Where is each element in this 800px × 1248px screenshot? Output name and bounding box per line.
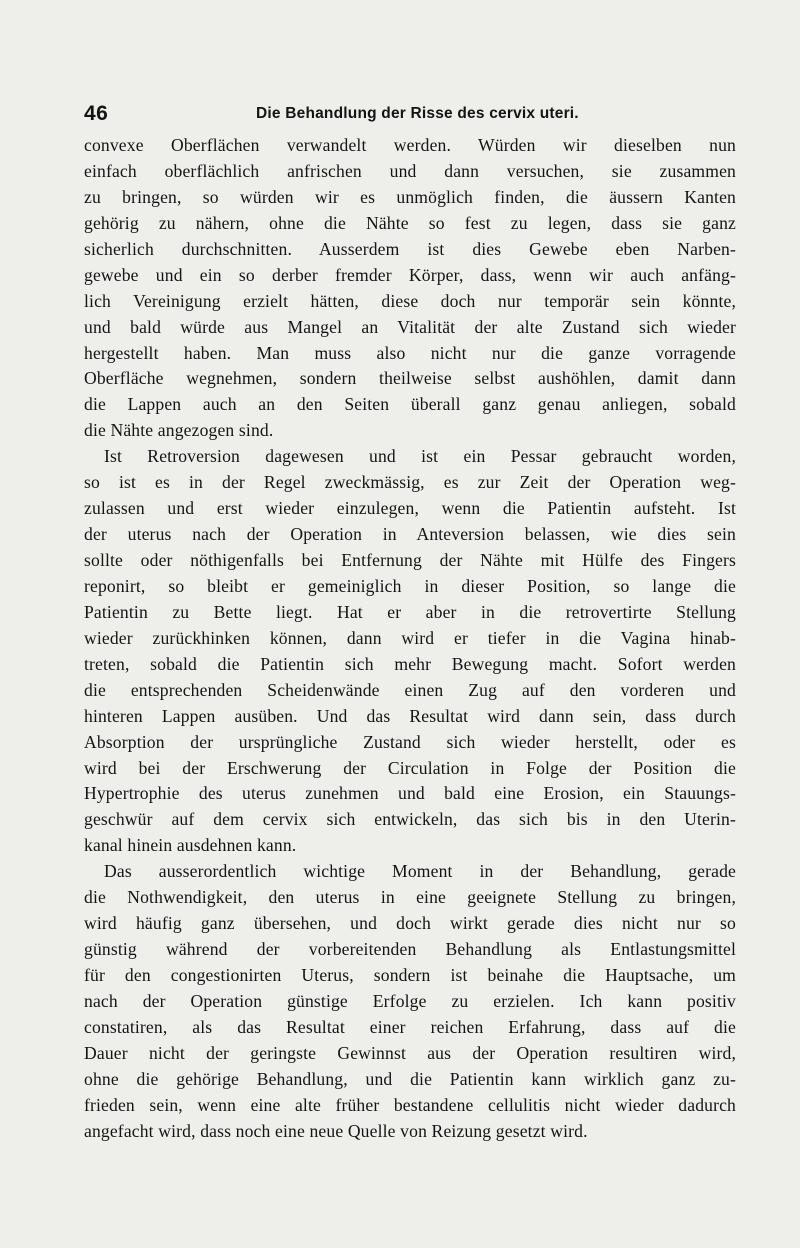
text-line: convexe Oberflächen verwandelt werden. Würden wir dieselben nun	[84, 135, 736, 155]
paragraph-first-line: Ist Retroversion dagewesen und ist ein Pessar gebraucht worden,	[104, 446, 736, 467]
paragraph-first-line: Das ausserordentlich wichtige Moment in der Behandlung, gerade	[104, 861, 736, 882]
text-line: Dauer nicht der geringste Gewinnst aus der Operation resultiren wird,	[84, 1042, 736, 1063]
page-number: 46	[84, 102, 109, 125]
text-line: Absorption der ursprüngliche Zustand sich wieder herstellt, oder es	[84, 731, 736, 752]
text-line: geschwür auf dem cervix sich entwickeln, das sich bis in den Uterin-	[84, 809, 736, 830]
text-line: so ist es in der Regel zweckmässig, es zur Zeit der Operation weg-	[84, 472, 736, 493]
text-line: die entsprechenden Scheidenwände einen Zug auf den vorderen und	[84, 679, 736, 700]
text-line: wird häufig ganz übersehen, und doch wirkt gerade dies nicht nur so	[84, 913, 736, 934]
text-line: lich Vereinigung erzielt hätten, diese doch nur temporär sein könnte,	[84, 290, 736, 311]
text-line: Oberfläche wegnehmen, sondern theilweise selbst aushöhlen, damit dann	[84, 368, 736, 389]
text-line: frieden sein, wenn eine alte früher bestandene cellulitis nicht wieder dadurch	[84, 1094, 736, 1115]
text-line: einfach oberflächlich anfrischen und dann versuchen, sie zusammen	[84, 160, 736, 181]
text-line: sollte oder nöthigenfalls bei Entfernung der Nähte mit Hülfe des Fingers	[84, 550, 736, 570]
text-line: der uterus nach der Operation in Anteversion belassen, wie dies sein	[84, 524, 736, 545]
text-line: hergestellt haben. Man muss also nicht nur die ganze vorragende	[84, 342, 736, 363]
text-line: und bald würde aus Mangel an Vitalität der alte Zustand sich wieder	[84, 316, 736, 337]
text-line: gewebe und ein so derber fremder Körper, dass, wenn wir auch anfäng-	[84, 264, 736, 285]
text-line: angefacht wird, dass noch eine neue Quelle von Reizung gesetzt wird.	[84, 1120, 588, 1141]
text-line: hinteren Lappen ausüben. Und das Resultat wird dann sein, dass durch	[84, 705, 736, 726]
text-line: zulassen und erst wieder einzulegen, wenn die Patientin aufsteht. Ist	[84, 498, 736, 519]
text-line: Hypertrophie des uterus zunehmen und bald eine Erosion, ein Stauungs-	[84, 783, 736, 804]
text-line: ohne die gehörige Behandlung, und die Patientin kann wirklich ganz zu-	[84, 1068, 736, 1089]
text-line: die Lappen auch an den Seiten überall ganz genau anliegen, sobald	[84, 394, 736, 415]
text-line: wird bei der Erschwerung der Circulation in Folge der Position die	[84, 757, 736, 778]
body-text	[84, 133, 736, 1145]
text-line: günstig während der vorbereitenden Behandlung als Entlastungsmittel	[84, 939, 736, 960]
text-line: die Nothwendigkeit, den uterus in eine geeignete Stellung zu bringen,	[84, 887, 736, 908]
running-title: Die Behandlung der Risse des cervix uteri.	[256, 105, 579, 122]
text-line: zu bringen, so würden wir es unmöglich finden, die äussern Kanten	[84, 186, 736, 207]
text-line: die Nähte angezogen sind.	[84, 420, 274, 441]
text-line: gehörig zu nähern, ohne die Nähte so fest zu legen, dass sie ganz	[84, 212, 736, 233]
text-line: für den congestionirten Uterus, sondern ist beinahe die Hauptsache, um	[84, 965, 736, 985]
running-head	[84, 102, 744, 128]
text-line: Patientin zu Bette liegt. Hat er aber in die retrovertirte Stellung	[84, 601, 736, 622]
text-line: kanal hinein ausdehnen kann.	[84, 835, 297, 856]
text-line: treten, sobald die Patientin sich mehr Bewegung macht. Sofort werden	[84, 653, 736, 674]
text-line: wieder zurückhinken können, dann wird er tiefer in die Vagina hinab-	[84, 627, 736, 648]
text-line: constatiren, als das Resultat einer reichen Erfahrung, dass auf die	[84, 1016, 736, 1037]
text-line: nach der Operation günstige Erfolge zu erzielen. Ich kann positiv	[84, 990, 736, 1011]
text-line: reponirt, so bleibt er gemeiniglich in dieser Position, so lange die	[84, 575, 736, 596]
text-line: sicherlich durchschnitten. Ausserdem ist dies Gewebe eben Narben-	[84, 238, 736, 259]
